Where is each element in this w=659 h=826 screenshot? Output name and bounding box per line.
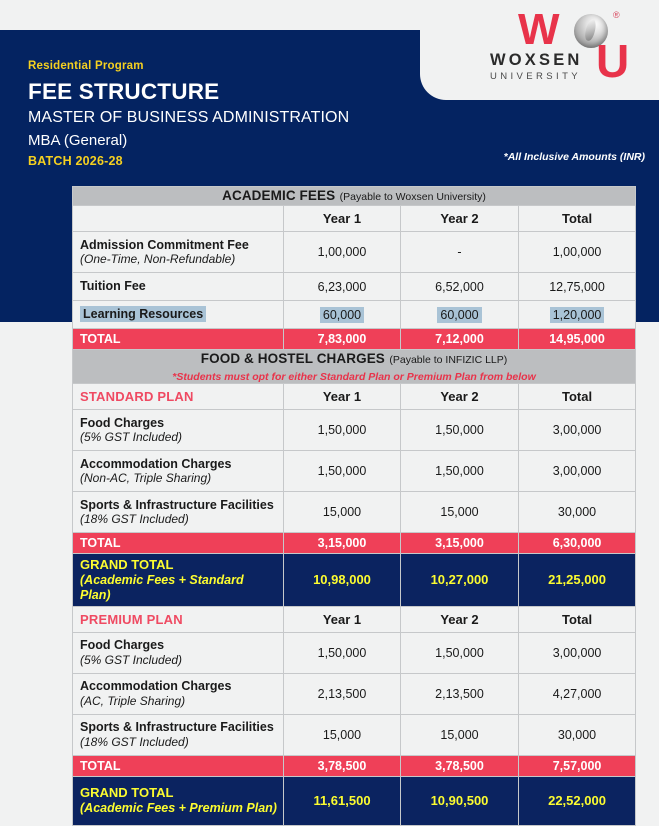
- column-header-year2: Year 2: [401, 206, 519, 232]
- row-label-sub: (5% GST Included): [80, 652, 183, 667]
- cell-year1: 2,13,500: [284, 673, 401, 714]
- column-header-total: Total: [519, 206, 636, 232]
- batch-label: BATCH 2026-28: [28, 153, 123, 168]
- section-subtitle-academic-fees: (Payable to Woxsen University): [339, 191, 486, 203]
- cell-total: 3,00,000: [519, 451, 636, 492]
- table-row: [73, 632, 636, 673]
- row-label-main: Food Charges: [80, 638, 165, 653]
- total-row-premium-plan: [73, 755, 636, 776]
- cell-total: 30,000: [519, 714, 636, 755]
- row-label-sub: (18% GST Included): [80, 734, 189, 749]
- logo-university-text: UNIVERSITY: [490, 70, 582, 82]
- section-header-academic-fees: [73, 187, 636, 206]
- section-header-cell: [73, 187, 636, 206]
- row-label-main: Admission Commitment Fee: [80, 237, 249, 252]
- column-header-row-standard-plan: [73, 384, 636, 410]
- table-row: [73, 410, 636, 451]
- cell-total: 3,00,000: [519, 632, 636, 673]
- plan-name-label: STANDARD PLAN: [80, 389, 194, 404]
- cell-year2: 1,50,000: [401, 632, 519, 673]
- row-label-main: Accommodation Charges: [80, 679, 232, 694]
- registered-trademark-icon: ®: [613, 10, 620, 20]
- section-header-food-hostel-charges: [73, 350, 636, 384]
- section-title-academic-fees: ACADEMIC FEES: [222, 188, 336, 203]
- cell-year2: [401, 301, 519, 329]
- section-subtitle-food-hostel: (Payable to INFIZIC LLP): [389, 354, 508, 366]
- column-header-total: Total: [519, 384, 636, 410]
- row-label-admission-commitment-fee: [73, 232, 284, 273]
- program-specialization: MBA (General): [28, 131, 128, 149]
- cell-year2: -: [401, 232, 519, 273]
- cell-year2: 1,50,000: [401, 410, 519, 451]
- grand-total-year1: 11,61,500: [284, 776, 401, 825]
- grand-total-label-cell: [73, 776, 284, 825]
- column-header-total: Total: [519, 606, 636, 632]
- row-label-sub: (AC, Triple Sharing): [80, 693, 186, 708]
- logo-wordmark: [490, 52, 616, 81]
- total-label: TOTAL: [73, 329, 284, 350]
- cell-total: 30,000: [519, 492, 636, 533]
- cell-total: [519, 301, 636, 329]
- plan-name-standard: [73, 384, 284, 410]
- cell-year2: 1,50,000: [401, 451, 519, 492]
- row-label-sub: (One-Time, Non-Refundable): [80, 252, 236, 267]
- total-row-standard-plan: [73, 533, 636, 554]
- cell-total: 4,27,000: [519, 673, 636, 714]
- column-header-year2: Year 2: [401, 606, 519, 632]
- column-header-row-academic: [73, 206, 636, 232]
- total-year2: 3,15,000: [401, 533, 519, 554]
- selected-text-year1: 60,000: [320, 307, 364, 323]
- cell-year1: [284, 301, 401, 329]
- row-label-sub: (Non-AC, Triple Sharing): [80, 471, 212, 486]
- grand-total-year2: 10,27,000: [401, 554, 519, 607]
- cell-year1: 1,50,000: [284, 632, 401, 673]
- grand-total-label: GRAND TOTAL: [80, 557, 174, 572]
- row-label-learning-resources: [73, 301, 284, 329]
- header-text-block: [28, 60, 349, 168]
- selected-text-total: 1,20,000: [550, 307, 605, 323]
- grand-total-row-standard-plan: [73, 554, 636, 607]
- row-label-sports-infrastructure-standard: [73, 492, 284, 533]
- total-year1: 3,15,000: [284, 533, 401, 554]
- total-total: 7,57,000: [519, 755, 636, 776]
- table-row: [73, 492, 636, 533]
- row-label-main: Sports & Infrastructure Facilities: [80, 497, 274, 512]
- cell-year1: 6,23,000: [284, 273, 401, 301]
- selected-text-learning-resources: Learning Resources: [80, 306, 206, 322]
- row-label-main: Sports & Infrastructure Facilities: [80, 720, 274, 735]
- program-name: MASTER OF BUSINESS ADMINISTRATION: [28, 109, 350, 127]
- total-label: TOTAL: [73, 533, 284, 554]
- grand-total-total: 21,25,000: [519, 554, 636, 607]
- logo-u-mark: U: [596, 35, 630, 87]
- table-row: [73, 451, 636, 492]
- cell-total: 3,00,000: [519, 410, 636, 451]
- grand-total-year1: 10,98,000: [284, 554, 401, 607]
- cell-total: 12,75,000: [519, 273, 636, 301]
- table-row: [73, 232, 636, 273]
- cell-year2: 15,000: [401, 492, 519, 533]
- total-year2: 7,12,000: [401, 329, 519, 350]
- row-label-accommodation-charges-standard: [73, 451, 284, 492]
- column-header-year1: Year 1: [284, 384, 401, 410]
- cell-year1: 15,000: [284, 492, 401, 533]
- cell-year2: 6,52,000: [401, 273, 519, 301]
- row-label-tuition-fee: [73, 273, 284, 301]
- column-header-year2: Year 2: [401, 384, 519, 410]
- row-label-food-charges-standard: [73, 410, 284, 451]
- all-inclusive-amounts-note: *All Inclusive Amounts (INR): [503, 151, 645, 163]
- row-label-sub: (18% GST Included): [80, 512, 189, 527]
- section-title-food-hostel: FOOD & HOSTEL CHARGES: [200, 351, 385, 366]
- column-header-year1: Year 1: [284, 606, 401, 632]
- cell-year1: 15,000: [284, 714, 401, 755]
- logo-w-mark: W: [518, 5, 560, 54]
- selected-text-year2: 60,000: [437, 307, 481, 323]
- grand-total-sublabel: (Academic Fees + Standard Plan): [80, 572, 244, 602]
- row-label-main: Accommodation Charges: [80, 456, 232, 471]
- table-row: [73, 714, 636, 755]
- residential-program-kicker: Residential Program: [28, 60, 144, 72]
- grand-total-row-premium-plan: [73, 776, 636, 825]
- row-label-sports-infrastructure-premium: [73, 714, 284, 755]
- total-year1: 3,78,500: [284, 755, 401, 776]
- grand-total-sublabel: (Academic Fees + Premium Plan): [80, 800, 277, 815]
- row-label-main: Food Charges: [80, 415, 165, 430]
- row-label-food-charges-premium: [73, 632, 284, 673]
- grand-total-total: 22,52,000: [519, 776, 636, 825]
- table-row: [73, 273, 636, 301]
- page-title: FEE STRUCTURE: [28, 79, 220, 104]
- total-year1: 7,83,000: [284, 329, 401, 350]
- total-total: 14,95,000: [519, 329, 636, 350]
- cell-total: 1,00,000: [519, 232, 636, 273]
- grand-total-label: GRAND TOTAL: [80, 785, 174, 801]
- grand-total-year2: 10,90,500: [401, 776, 519, 825]
- total-year2: 3,78,500: [401, 755, 519, 776]
- fee-structure-table-container: [72, 186, 635, 826]
- cell-year1: 1,50,000: [284, 410, 401, 451]
- row-label-accommodation-charges-premium: [73, 673, 284, 714]
- grand-total-label-cell: [73, 554, 284, 607]
- cell-year1: 1,50,000: [284, 451, 401, 492]
- total-total: 6,30,000: [519, 533, 636, 554]
- table-row-selected: [73, 301, 636, 329]
- section-note-plan-choice: *Students must opt for either Standard Plan or Premium Plan from below: [172, 371, 536, 383]
- plan-name-premium: [73, 606, 284, 632]
- table-row: [73, 673, 636, 714]
- total-row-academic: [73, 329, 636, 350]
- cell-year1: 1,00,000: [284, 232, 401, 273]
- row-label-main: Tuition Fee: [80, 279, 146, 294]
- fee-structure-table: [72, 186, 636, 826]
- column-header-blank: [73, 206, 284, 232]
- cell-year2: 2,13,500: [401, 673, 519, 714]
- logo-woxsen-text: WOXSEN: [490, 51, 583, 69]
- woxsen-university-logo: [470, 6, 650, 90]
- cell-year2: 15,000: [401, 714, 519, 755]
- total-label: TOTAL: [73, 755, 284, 776]
- row-label-sub: (5% GST Included): [80, 430, 183, 445]
- column-header-year1: Year 1: [284, 206, 401, 232]
- column-header-row-premium-plan: [73, 606, 636, 632]
- section-header-cell: [73, 350, 636, 384]
- plan-name-label: PREMIUM PLAN: [80, 611, 183, 627]
